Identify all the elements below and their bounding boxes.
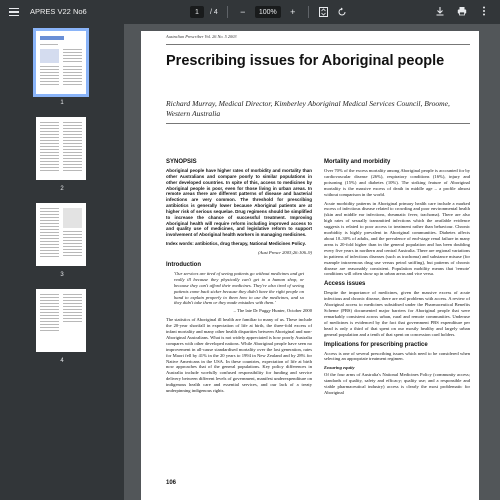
left-column [166,158,312,397]
page-number: 106 [166,480,177,486]
toolbar-divider [308,6,309,18]
mortality-paragraph-1: Over 70% of the excess mortality among Aboriginal people is accounted for by cardiovascular disease (26%), respiratory conditions (16%), injury and poisoning (15%) and diabetes (10%). The striking feature of Aboriginal mortality is the massive excess of death in middle age – a profile almost without comparison in the world. [324,168,470,197]
intro-paragraph: The statistics of Aboriginal ill health are familiar to many of us. These include the 20-year shortfall in expectation of life at birth, the three-fold excess of infant mortality and many other health disparities between Aboriginal and non-Aboriginal Australians. What is not widely appreciated is how poorly Australia compares with other developed nations. While Aboriginal people have seen no improvement in all-cause standardised mortality over the last generation, rates for Maori fell by 41% in the 20 years to 1994 in New Zealand and by 28% for Native Americans in the USA. In these countries, expectation of life at birth now approaches that of the general populations. Key policy differences in Australia include woefully confused responsibility for funding and service delivery between different levels of government, manifest underexpenditure on indigenous health care and essential services, and our lack of a treaty underpinning indigenous rights. [166,317,312,394]
quote-attribution: – The late Dr Puggy Hunter, October 2000 [233,308,312,314]
page-total: / 4 [210,8,218,16]
zoom-out-button[interactable]: − [240,7,246,17]
zoom-in-button[interactable]: + [290,7,296,17]
page-thumbnail-2[interactable] [36,117,86,180]
thumbnail-number: 2 [60,186,64,192]
toolbar-right-controls [434,5,490,17]
implications-heading: Implications for prescribing practice [324,341,428,348]
document-viewer[interactable] [124,24,500,500]
page-number-input[interactable]: 1 [190,6,204,18]
implications-paragraph: Access is one of several prescribing issues which need to be considered when selecting an appropriate treatment regimen. [324,350,470,362]
page-thumbnail-1[interactable] [36,31,86,94]
page-thumbnail-3[interactable] [36,203,86,266]
thumbnail-number: 1 [60,100,64,106]
thumbnail-sidebar [0,24,124,500]
synopsis-heading: SYNOPSIS [166,159,197,165]
toolbar-divider [227,6,228,18]
fit-to-page-icon[interactable] [318,6,330,18]
print-icon[interactable] [456,5,468,17]
equity-paragraph: Of the four arms of Australia's National Medicines Policy (community access; standards of quality, safety and efficacy; quality use; and a responsible and viable pharmaceutical industry) access is clearly the most problematic for Aboriginal [324,372,470,395]
journal-header: Australian Prescriber Vol. 26 No. 5 2003 [166,34,237,39]
mortality-heading: Mortality and morbidity [324,159,391,165]
article-authors: Richard Murray, Medical Director, Kimberley Aboriginal Medical Services Council, Broome, Western Australia [166,99,450,118]
mortality-paragraph-2: Acute morbidity patterns in Aboriginal primary health care include a marked excess of infectious disease related to crowding and poor environmental health (skin and middle ear infections, rheumatic fever, trachoma). There are also high rates of sexually transmitted infections which the available evidence suggests is related to poor access to treatment rather than behaviour. Chronic morbidity is highly prevalent in Aboriginal communities. Diabetes affects about 10–30% of adults, and the prevalence of end-stage renal failure in many areas is 20-fold higher than in the general population and has been doubling every five years in northern and central Australia. There are regional variations in patterns of infectious diseases (such as trachoma) and substance misuse (for example intravenous drug use versus petrol sniffing), but patterns of chronic disease are reasonably consistent. Population mobility means that 'remote' conditions will often show up in urban areas and vice versa. [324,200,470,277]
intro-quote: 'Our services are tired of seeing patients go without medicines and get really ill because they physically can't get to a human shop, or because they can't afford their medicines. They're also tired of seeing patients come back sicker because they didn't have the right people on hand to explain properly to them how to use the medicines, and so they didn't take them or they made mistakes with them.' [174,270,304,306]
rotate-icon[interactable] [336,6,348,18]
document-title: APRES V22 No6 [30,7,87,16]
menu-icon[interactable] [8,6,20,18]
page-thumbnail-4[interactable] [36,289,86,352]
right-column [324,158,470,399]
synopsis-text: Aboriginal people have higher rates of morbidity and mortality than other Australians and compare poorly to similar populations in other developed countries. In spite of this, access to medicines by Aboriginal people is poor, even for those living in urban areas. In remote areas there are different patterns of disease and bacterial infections are very common. The threshold for prescribing antibiotics is generally lower because Aboriginal patients are at higher risk of serious sequelae. Drug regimens should be simplified to increase the chance of successful treatment. Improving Aboriginal health will require reform including improved access to and quality use of medicines, and legislative reform to support involvement of Aboriginal health workers in managing medicines. [166,168,312,238]
pdf-toolbar [0,0,500,24]
equity-heading: Ensuring equity [324,365,355,371]
more-options-icon[interactable] [478,5,490,17]
access-paragraph: Despite the importance of medicines, given the massive excess of acute infectious and chronic disease, there are real problems with access. A review of Aboriginal access to medicines subsidised under the Pharmaceutical Benefits Scheme (PBS) documented major barriers for Aboriginal people that were remarkably consistent across urban, rural and remote communities. Underuse of medicines is evidenced by the fact that government PBS expenditure per head is only a third of that spent on our mostly healthy and largely urban general population and a tenth of that spent on concession card holders. [324,290,470,337]
zoom-level-input[interactable]: 100% [255,6,281,18]
article-title: Prescribing issues for Aboriginal people [166,53,445,69]
thumbnail-number: 4 [60,358,64,364]
pdf-page [141,31,479,500]
toolbar-center-controls [190,5,348,19]
authors-rule [166,123,470,124]
download-icon[interactable] [434,5,446,17]
thumbnail-number: 3 [60,272,64,278]
index-words: Index words: antibiotics, drug therapy, National Medicines Policy. [166,241,306,247]
intro-heading: Introduction [166,261,201,268]
header-rule [166,44,470,45]
citation: (Aust Prescr 2003;26:106–9) [258,249,312,255]
access-heading: Access issues [324,281,366,288]
